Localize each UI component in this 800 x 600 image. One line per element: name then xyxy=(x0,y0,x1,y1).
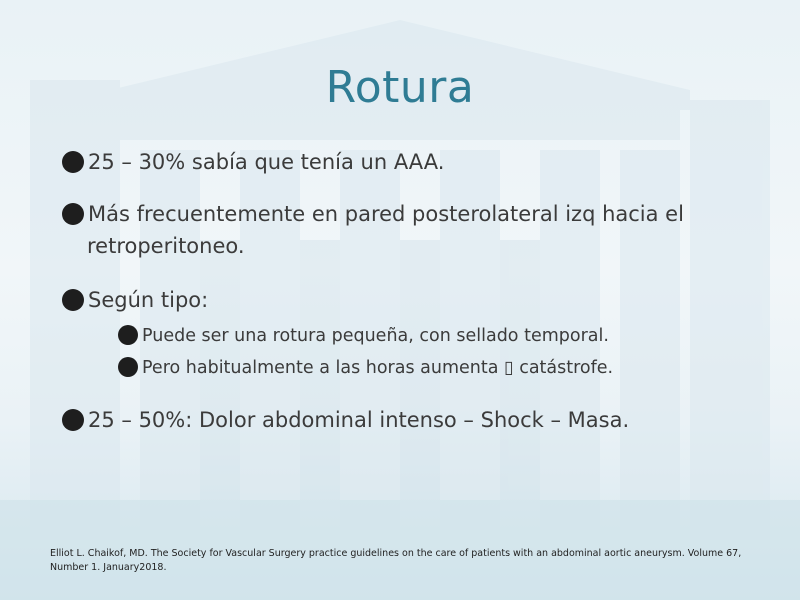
bullet-item xyxy=(62,198,684,262)
bullet-dot-icon xyxy=(118,325,138,345)
reference-line: Number 1. January2018. xyxy=(50,562,167,573)
reference-citation xyxy=(50,547,750,575)
sub-bullet-text: Pero habitualmente a las horas aumenta ▯ catástrofe. xyxy=(142,358,614,378)
bullet-text: Según tipo: xyxy=(88,288,209,312)
bullet-dot-icon xyxy=(62,151,84,173)
bullet-item xyxy=(62,284,208,316)
bullet-item xyxy=(62,404,629,436)
bullet-dot-icon xyxy=(118,357,138,377)
bullet-item xyxy=(62,146,444,178)
bullet-dot-icon xyxy=(62,289,84,311)
slide-title: Rotura xyxy=(325,62,475,113)
bullet-dot-icon xyxy=(62,203,84,225)
bullet-dot-icon xyxy=(62,409,84,431)
sub-bullet-item xyxy=(118,355,613,381)
bullet-text: Más frecuentemente en pared posterolateral izq hacia el xyxy=(88,202,684,226)
bullet-text: 25 – 50%: Dolor abdominal intenso – Shock – Masa. xyxy=(88,408,630,432)
sub-bullet-item xyxy=(118,323,609,349)
bullet-text: 25 – 30% sabía que tenía un AAA. xyxy=(88,150,445,174)
bullet-text-continuation: retroperitoneo. xyxy=(87,234,245,258)
reference-line: Elliot L. Chaikof, MD. The Society for Vascular Surgery practice guidelines on the care of patients with an abdominal aortic aneurysm. Volume 67, xyxy=(50,548,742,559)
sub-bullet-text: Puede ser una rotura pequeña, con sellado temporal. xyxy=(142,326,609,346)
